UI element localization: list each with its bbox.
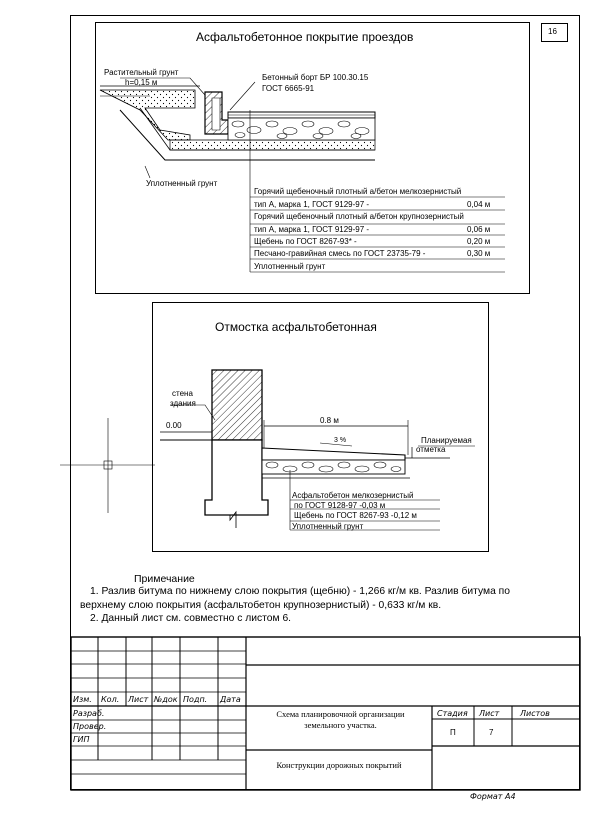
tb-project-title: Схема планировочной организации земельного участка. [276, 709, 405, 730]
notes-line3: 2. Данный лист см. совместно с листом 6. [90, 613, 292, 624]
label-curb: Бетонный борт БР 100.30.15 [262, 73, 369, 82]
tb-header-sheet: Лист [128, 695, 149, 704]
tb-stage-header: Стадия [437, 709, 468, 718]
label-planned-mark: Планируемая [421, 436, 472, 445]
label-planned-mark-2: отметка [416, 445, 446, 454]
label-level: 0.00 [166, 421, 182, 430]
tb-header-count: Кол. [101, 695, 120, 704]
tb-sheet-title: Конструкции дорожных покрытий [276, 760, 402, 770]
label-gravel: Щебень по ГОСТ 8267-93 -0,12 м [294, 511, 417, 520]
tb-sheet-header: Лист [479, 709, 500, 718]
label-compacted-soil-2: Уплотненный грунт [292, 522, 364, 531]
layer-2-line2: тип А, марка 1, ГОСТ 9129-97 - [254, 225, 370, 234]
notes-line2: верхнему слою покрытия (асфальтобетон крупнозернистый) - 0,633 кг/м кв. [80, 600, 442, 611]
tb-header-change: Изм. [73, 695, 92, 704]
layer-2-value: 0,06 м [467, 225, 491, 234]
label-wall: стена [172, 389, 193, 398]
label-wall-2: здания [170, 399, 196, 408]
label-topsoil: Растительный грунт [104, 68, 179, 77]
label-asphalt: Асфальтобетон мелкозернистый [292, 491, 414, 500]
tb-role-chief: ГИП [73, 735, 90, 744]
label-asphalt-gost: по ГОСТ 9128-97 -0,03 м [294, 501, 386, 510]
label-curb-gost: ГОСТ 6665-91 [262, 84, 315, 93]
tb-header-sign: Подп. [183, 695, 208, 704]
layer-last: Уплотненный грунт [254, 262, 326, 271]
layer-3-line1: Щебень по ГОСТ 8267-93* - [254, 237, 357, 246]
tb-header-date: Дата [220, 695, 241, 704]
notes-line1: 1. Разлив битума по нижнему слою покрытия (щебню) - 1,266 кг/м кв. Разлив битума по [90, 586, 510, 597]
layer-4-value: 0,30 м [467, 249, 491, 258]
tb-stage-value: П [450, 728, 456, 737]
label-slope: 3 % [334, 437, 347, 444]
layer-1-line2: тип А, марка 1, ГОСТ 9129-97 - [254, 200, 370, 209]
layer-4-line1: Песчано-гравийная смесь по ГОСТ 23735-79 - [254, 249, 426, 258]
label-compacted-soil: Уплотненный грунт [146, 179, 218, 188]
label-width: 0.8 м [320, 416, 339, 425]
tb-sheet-value: 7 [489, 728, 494, 737]
tb-role-developer: Разраб. [73, 709, 105, 718]
format-label: Формат А4 [470, 792, 516, 801]
tb-role-checker: Провер. [73, 722, 107, 731]
notes-heading: Примечание [134, 573, 195, 585]
layer-1-line1: Горячий щебеночный плотный а/бетон мелкозернистый [254, 187, 462, 196]
tb-sheets-header: Листов [520, 709, 550, 718]
layer-1-value: 0,04 м [467, 200, 491, 209]
section2-title: Отмостка асфальтобетонная [215, 320, 377, 334]
layer-2-line1: Горячий щебеночный плотный а/бетон крупнозернистый [254, 212, 464, 221]
tb-header-docnum: №док [154, 695, 178, 704]
label-topsoil-height: h=0,15 м [125, 78, 158, 87]
page-number: 16 [548, 27, 557, 36]
layer-3-value: 0,20 м [467, 237, 491, 246]
section1-title: Асфальтобетонное покрытие проездов [196, 30, 414, 44]
